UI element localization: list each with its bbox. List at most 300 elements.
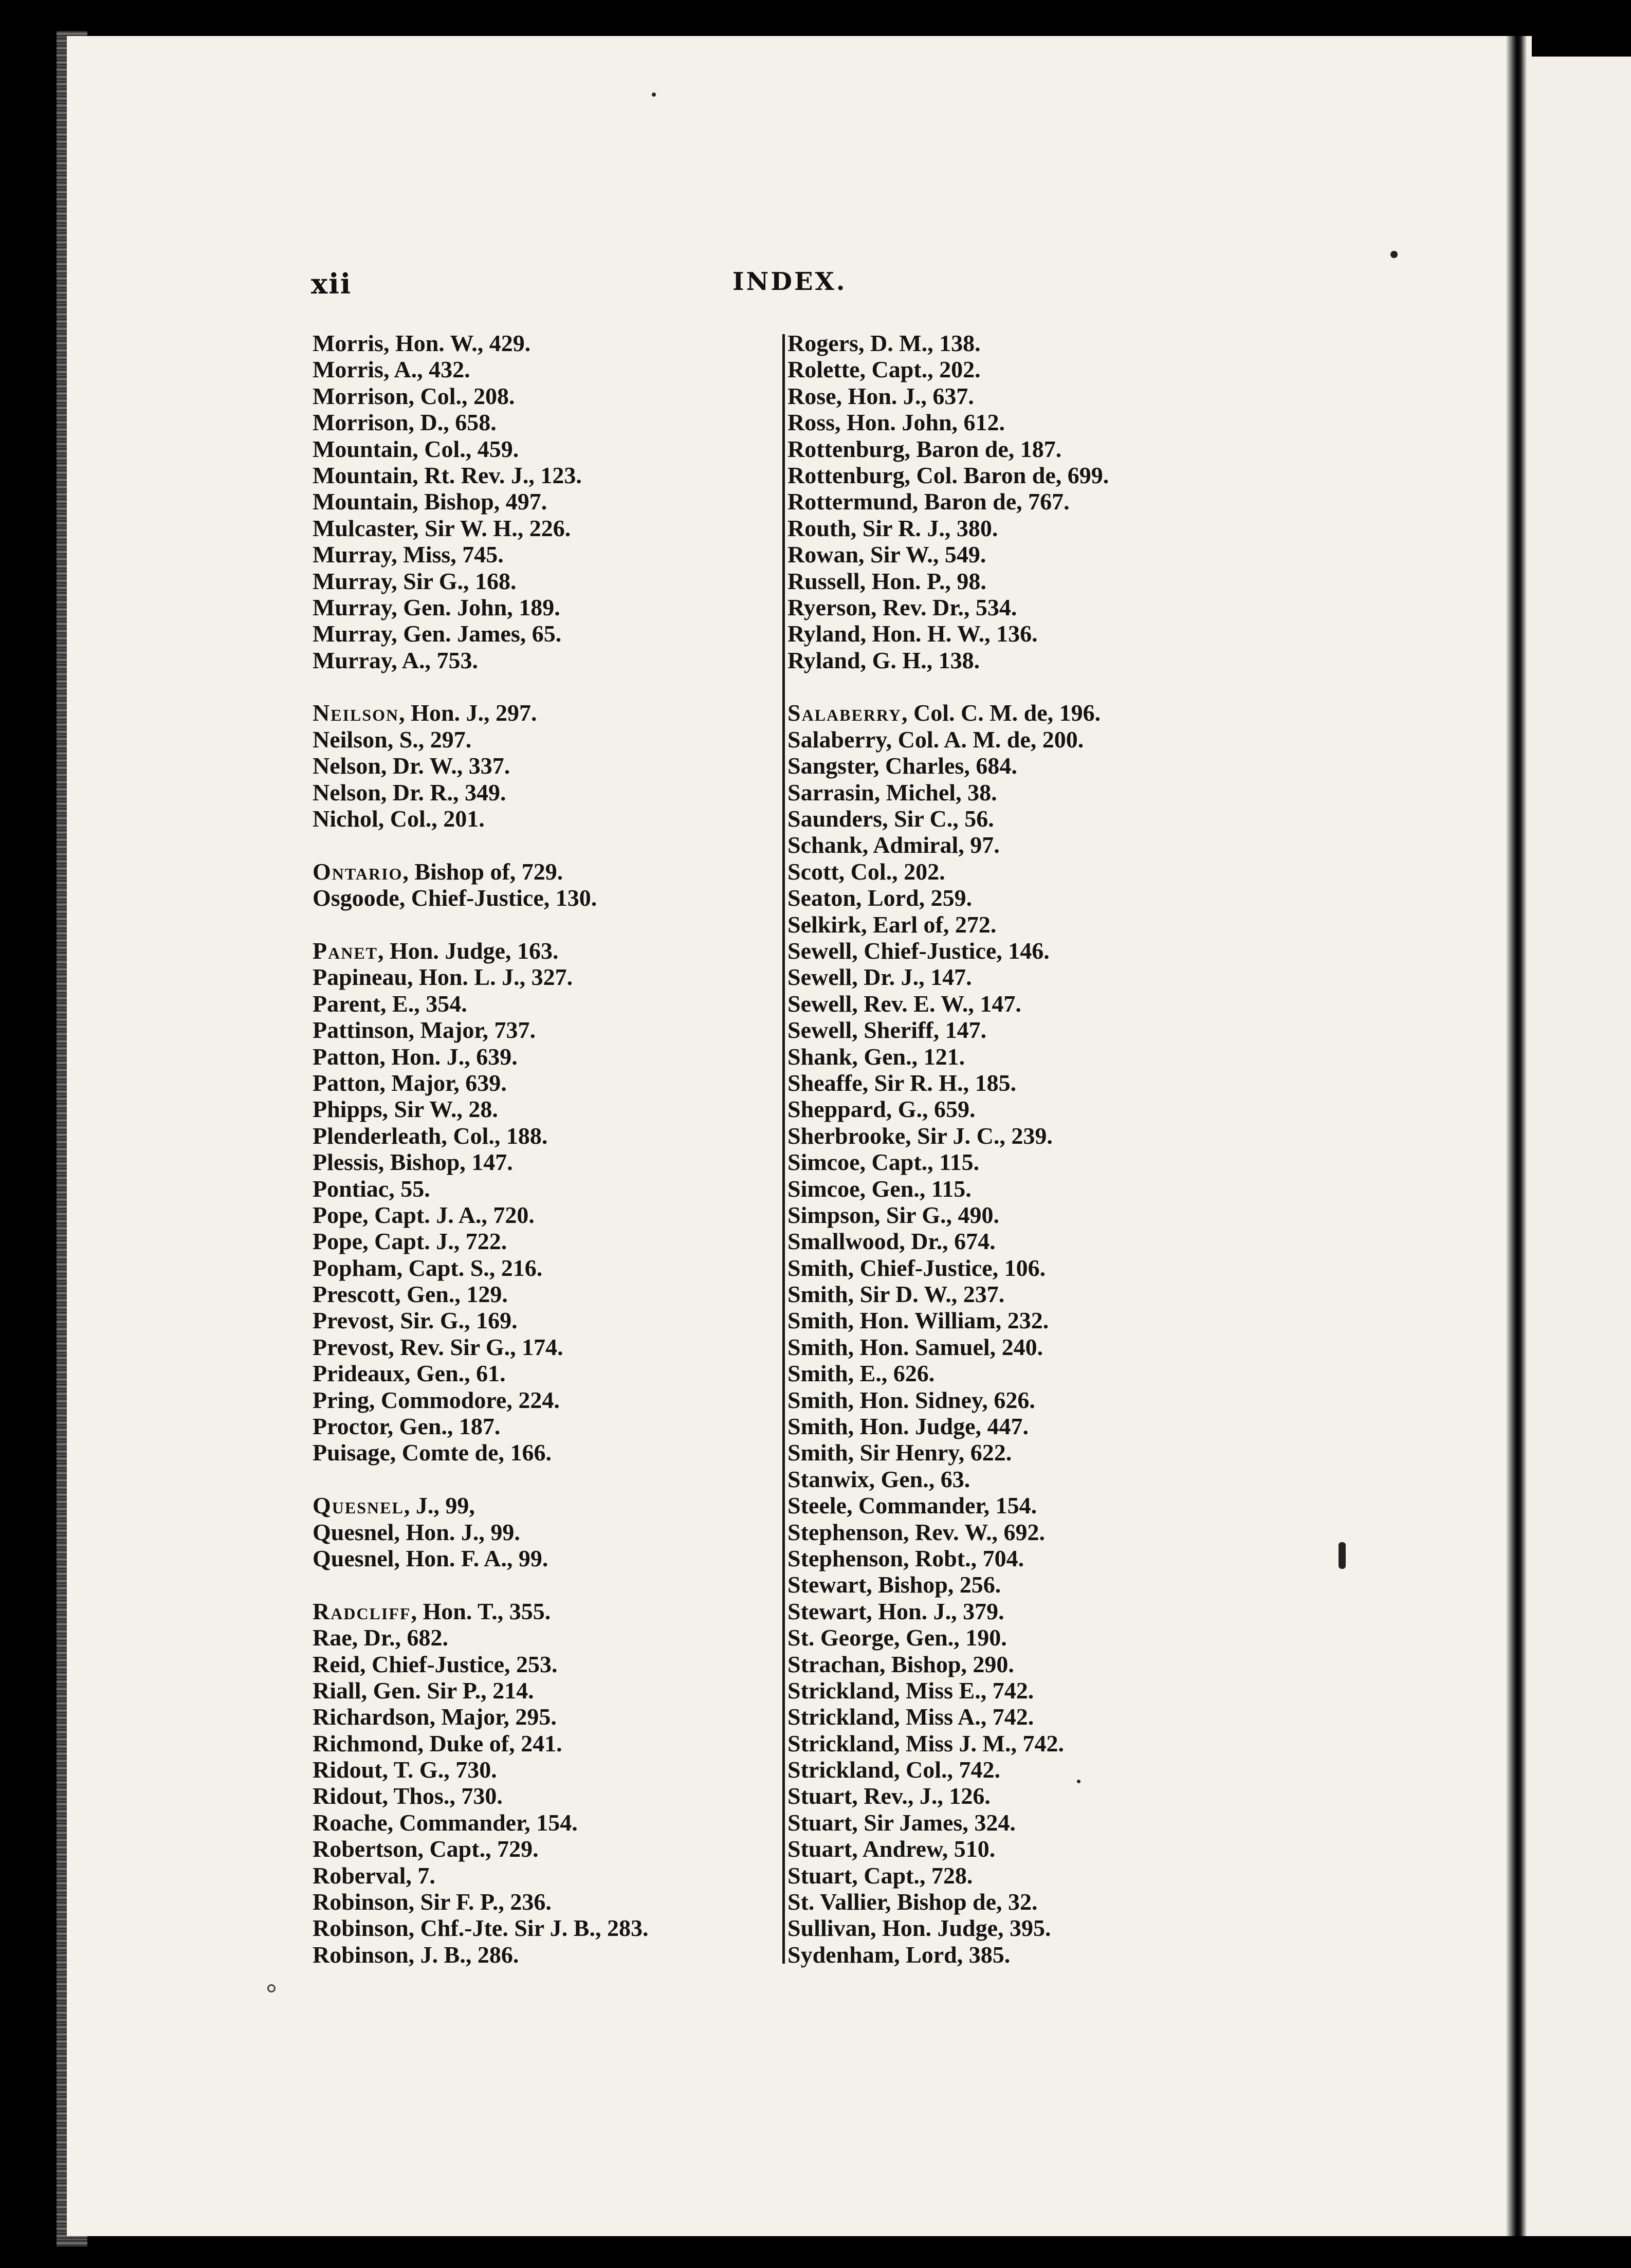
entry-details: , Duke of, 241. (417, 1730, 562, 1757)
index-entry (787, 1255, 1199, 1281)
entry-details: , Col., 202. (838, 858, 945, 885)
entry-details: , Col. C. M. de, 196. (902, 700, 1101, 726)
entry-surname: Smith (787, 1439, 848, 1466)
index-entry (787, 1149, 1199, 1175)
entry-surname: Rottermund (787, 488, 912, 515)
entry-surname: St. George (787, 1624, 894, 1651)
entry-surname: Smith (787, 1307, 848, 1334)
entry-details: , Col., 742. (894, 1757, 1001, 1783)
index-entry (313, 1915, 765, 1941)
entry-surname: Murray (313, 568, 392, 594)
entry-surname: Murray (313, 541, 392, 568)
index-entry (313, 1519, 765, 1545)
index-entry (787, 1228, 1199, 1254)
entry-details: , Major, 737. (408, 1017, 536, 1044)
index-entry (787, 515, 1199, 541)
entry-details: , Gen. James, 65. (391, 620, 562, 647)
entry-surname: Stuart (787, 1836, 852, 1862)
index-entry (787, 1413, 1199, 1439)
index-entry (787, 1492, 1199, 1519)
index-entry (313, 1836, 765, 1862)
index-entry (787, 1651, 1199, 1677)
entry-surname: Stewart (787, 1571, 867, 1598)
entry-details: , Major, 295. (429, 1704, 557, 1730)
entry-details: , Gen., 61. (404, 1360, 506, 1387)
entry-details: , Col. Baron de, 699. (904, 462, 1109, 488)
entry-details: , Hon. L. J., 327. (407, 964, 573, 991)
index-entry (313, 1202, 765, 1228)
index-entry (787, 991, 1199, 1017)
entry-surname: Prescott (313, 1281, 395, 1308)
index-entry (787, 1387, 1199, 1413)
entry-details: , T. G., 730. (382, 1757, 497, 1783)
entry-details: , Dr. W., 337. (380, 753, 510, 779)
entry-details: , Bishop, 256. (866, 1571, 1001, 1598)
entry-details: , 55. (389, 1175, 430, 1202)
entry-surname: Prideaux (313, 1360, 405, 1387)
entry-details: , Lord, 259. (855, 885, 973, 911)
index-entry (313, 1387, 765, 1413)
entry-surname: Patton (313, 1069, 380, 1096)
index-entry (787, 1070, 1199, 1096)
entry-details: , Dr., 682. (352, 1624, 449, 1651)
entry-surname: Selkirk (787, 911, 862, 938)
entry-surname: Murray (313, 620, 392, 647)
entry-details: , Bishop, 147. (378, 1149, 513, 1176)
entry-details: , Gen., 190. (893, 1624, 1007, 1651)
entry-surname: Morris (313, 356, 383, 383)
entry-surname: Popham (313, 1254, 397, 1281)
entry-surname: Ridout (313, 1783, 382, 1809)
entry-surname: Ryland (787, 620, 860, 647)
entry-surname: Mountain (313, 462, 413, 488)
entry-details: , Gen., 121. (852, 1043, 965, 1070)
entry-details: , Gen. Sir P., 214. (361, 1677, 534, 1704)
entry-surname: Rowan (787, 541, 859, 568)
index-entry (787, 436, 1199, 462)
entry-surname: Sullivan (787, 1915, 871, 1942)
index-entry (313, 1862, 765, 1889)
entry-surname: Rose (787, 382, 836, 409)
entry-details: , Dr. R., 349. (380, 779, 506, 806)
entry-details: , A., 432. (383, 356, 470, 383)
entry-details: , Chief-Justice, 130. (399, 885, 597, 911)
entry-surname: Reid (313, 1651, 360, 1677)
entry-details: , Capt., 728. (852, 1862, 973, 1889)
index-entry (313, 1123, 765, 1149)
entry-surname: Neilson (313, 700, 399, 726)
index-entry (787, 462, 1199, 488)
entry-details: , Hon. J., 379. (866, 1598, 1004, 1624)
scan-speck (652, 93, 656, 97)
entry-details: , Col., 201. (378, 806, 485, 832)
index-entry (313, 1070, 765, 1096)
entry-surname: Rae (313, 1624, 352, 1651)
index-entry (787, 1017, 1199, 1043)
index-entry (787, 1783, 1199, 1809)
index-entry (787, 938, 1199, 964)
entry-details: , Comte de, 166. (390, 1439, 552, 1466)
index-entry (313, 1677, 765, 1704)
entry-details: , Charles, 684. (873, 753, 1017, 779)
entry-surname: Stephenson (787, 1519, 903, 1545)
entry-surname: St. Vallier (787, 1889, 886, 1915)
entry-details: , J., 99, (404, 1492, 475, 1519)
column-divider (782, 334, 785, 1964)
index-entry (313, 1889, 765, 1915)
entry-surname: Prevost (313, 1333, 389, 1360)
entry-surname: Stuart (787, 1783, 852, 1809)
index-entry (787, 753, 1199, 779)
entry-details: , Col., 459. (412, 435, 519, 462)
entry-surname: Sewell (787, 1017, 852, 1044)
entry-surname: Morrison (313, 409, 409, 436)
index-entry (313, 1651, 765, 1677)
entry-surname: Shank (787, 1043, 852, 1070)
entry-surname: Sydenham (787, 1941, 894, 1968)
index-entry (313, 436, 765, 462)
index-entry (787, 858, 1199, 885)
entry-details: , Sir G., 490. (874, 1201, 999, 1228)
index-entry (787, 1519, 1199, 1545)
index-entry (787, 330, 1199, 356)
index-entry (313, 1757, 765, 1783)
index-entry (787, 383, 1199, 409)
entry-surname: Mulcaster (313, 515, 413, 541)
index-entry (787, 1123, 1199, 1149)
index-column-right (787, 330, 1199, 1968)
entry-details: , Sir W., 549. (858, 541, 986, 568)
entry-details: , Sheriff, 147. (852, 1017, 987, 1044)
entry-details: , Capt., 115. (859, 1149, 980, 1176)
index-entry (787, 911, 1199, 938)
entry-surname: Sewell (787, 964, 852, 991)
index-entry (313, 330, 765, 356)
index-entry (313, 1624, 765, 1651)
index-entry (787, 594, 1199, 620)
entry-surname: Smith (787, 1333, 848, 1360)
entry-details: , Bishop, 290. (879, 1651, 1014, 1677)
index-entry (787, 1730, 1199, 1757)
index-entry (787, 1096, 1199, 1122)
entry-details: , Capt. J., 722. (362, 1228, 507, 1255)
entry-surname: Stuart (787, 1809, 852, 1836)
entry-details: , Rev. E. W., 147. (852, 990, 1021, 1017)
entry-surname: Mountain (313, 435, 413, 462)
entry-surname: Rogers (787, 330, 858, 356)
entry-details: , D. M., 138. (858, 330, 981, 356)
index-entry (313, 1017, 765, 1043)
index-entry (787, 647, 1199, 673)
entry-details: , Chief-Justice, 146. (852, 937, 1050, 964)
entry-surname: Strickland (787, 1677, 894, 1704)
entry-surname: Stanwix (787, 1466, 869, 1492)
entry-surname: Nichol (313, 806, 378, 832)
entry-details: , Commander, 154. (387, 1809, 578, 1836)
entry-surname: Plessis (313, 1149, 378, 1176)
entry-surname: Nelson (313, 779, 381, 806)
entry-surname: Ontario (313, 858, 403, 885)
entry-surname: Robinson (313, 1889, 409, 1915)
entry-details: , Sir G., 168. (391, 568, 517, 594)
entry-surname: Panet (313, 937, 378, 964)
entry-details: , Gen., 63. (869, 1466, 970, 1492)
index-entry (787, 1334, 1199, 1360)
entry-details: , Gen., 129. (395, 1281, 508, 1308)
index-entry (787, 779, 1199, 806)
entry-details: , Sir F. P., 236. (408, 1889, 552, 1915)
entry-surname: Stuart (787, 1862, 852, 1889)
entry-surname: Strickland (787, 1704, 894, 1730)
index-entry (313, 726, 765, 753)
index-entry (313, 700, 765, 726)
index-entry (313, 1809, 765, 1836)
entry-details: , Hon. J., 637. (836, 382, 974, 409)
entry-surname: Sheaffe (787, 1069, 863, 1096)
entry-surname: Simcoe (787, 1175, 860, 1202)
index-entry (787, 568, 1199, 594)
index-entry (787, 1915, 1199, 1941)
index-entry (787, 1942, 1199, 1968)
index-entry (787, 1836, 1199, 1862)
entry-details: , Commodore, 224. (369, 1386, 560, 1413)
index-entry (313, 1598, 765, 1624)
entry-details: , Hon. Judge, 163. (378, 937, 559, 964)
entry-details: , Hon. T., 355. (411, 1598, 551, 1624)
index-entry (313, 1281, 765, 1307)
entry-details: , Hon. William, 232. (848, 1307, 1049, 1334)
entry-surname: Osgoode (313, 885, 399, 911)
index-entry (313, 1783, 765, 1809)
entry-details: , Hon. F. A., 99. (394, 1545, 548, 1571)
entry-details: , Capt. S., 216. (396, 1254, 543, 1281)
entry-details: , Sir W., 28. (382, 1096, 498, 1123)
index-entry (787, 1044, 1199, 1070)
entry-details: , Dr., 674. (899, 1228, 996, 1255)
index-entry (313, 964, 765, 990)
index-entry (787, 726, 1199, 753)
entry-surname: Neilson (313, 726, 388, 753)
entry-details: , D., 658. (408, 409, 497, 436)
entry-details: , Hon. J., 99. (394, 1519, 520, 1545)
index-entry (787, 1439, 1199, 1466)
entry-surname: Smith (787, 1386, 848, 1413)
entry-details: , Rev. Dr., 534. (870, 594, 1017, 620)
index-entry (787, 1704, 1199, 1730)
index-entry (787, 620, 1199, 647)
entry-details: , G., 659. (886, 1096, 976, 1123)
entry-details: , Commander, 154. (846, 1492, 1037, 1519)
entry-surname: Smallwood (787, 1228, 900, 1255)
entry-surname: Pring (313, 1386, 369, 1413)
entry-surname: Radcliff (313, 1598, 411, 1624)
entry-surname: Routh (787, 515, 851, 541)
scan-speck (1339, 1542, 1346, 1569)
entry-surname: Ryland (787, 647, 860, 673)
entry-surname: Russell (787, 568, 860, 594)
index-entry (313, 1307, 765, 1333)
entry-surname: Puisage (313, 1439, 390, 1466)
index-entry (313, 885, 765, 911)
entry-surname: Smith (787, 1413, 848, 1440)
entry-details: , Rev. W., 692. (903, 1519, 1046, 1545)
entry-surname: Robinson (313, 1941, 409, 1968)
entry-details: , Sir J. C., 239. (905, 1122, 1053, 1149)
entry-surname: Sangster (787, 753, 873, 779)
index-entry (313, 1704, 765, 1730)
entry-details: , Chief-Justice, 253. (360, 1651, 558, 1677)
entry-surname: Strickland (787, 1730, 894, 1757)
book-gutter (1506, 36, 1527, 2236)
entry-surname: Richardson (313, 1704, 430, 1730)
entry-details: , Hon. H. W., 136. (860, 620, 1038, 647)
index-entry (787, 1862, 1199, 1889)
entry-details: , Miss A., 742. (894, 1704, 1034, 1730)
entry-details: , Hon. Samuel, 240. (848, 1333, 1043, 1360)
index-entry (313, 409, 765, 435)
entry-surname: Stewart (787, 1598, 867, 1624)
entry-details: , Capt. J. A., 720. (362, 1201, 535, 1228)
entry-details: , Gen. John, 189. (391, 594, 560, 620)
entry-surname: Proctor (313, 1413, 388, 1440)
entry-surname: Pontiac (313, 1175, 389, 1202)
index-entry (313, 1730, 765, 1757)
index-entry (787, 1307, 1199, 1333)
entry-details: , Hon. Judge, 395. (870, 1915, 1051, 1942)
index-entry (787, 700, 1199, 726)
entry-surname: Sarrasin (787, 779, 874, 806)
entry-gap (313, 1571, 765, 1598)
entry-details: , Rev., J., 126. (852, 1783, 991, 1809)
entry-details: , Earl of, 272. (861, 911, 997, 938)
entry-details: , Sir James, 324. (852, 1809, 1016, 1836)
entry-surname: Ridout (313, 1757, 382, 1783)
entry-gap (787, 673, 1199, 700)
index-entry (313, 568, 765, 594)
entry-details: , Miss E., 742. (894, 1677, 1034, 1704)
scan-speck (1077, 1780, 1080, 1783)
entry-details: , Rev. Sir G., 174. (388, 1333, 563, 1360)
entry-surname: Phipps (313, 1096, 382, 1123)
entry-surname: Rolette (787, 356, 860, 383)
index-entry (313, 938, 765, 964)
entry-surname: Rottenburg (787, 435, 905, 462)
entry-surname: Sheppard (787, 1096, 886, 1123)
entry-details: , Major, 639. (379, 1069, 507, 1096)
entry-details: , Admiral, 97. (862, 832, 1000, 858)
index-entry (787, 1545, 1199, 1571)
entry-details: , S., 297. (387, 726, 472, 753)
index-entry (787, 409, 1199, 435)
index-entry (313, 1439, 765, 1466)
index-entry (313, 1413, 765, 1439)
index-entry (313, 1942, 765, 1968)
index-entry (787, 1202, 1199, 1228)
entry-surname: Roache (313, 1809, 388, 1836)
entry-details: , Baron de, 187. (904, 435, 1062, 462)
entry-details: , Miss, 745. (391, 541, 504, 568)
index-column-left (313, 330, 765, 1968)
entry-details: , Sir C., 56. (882, 806, 994, 832)
index-entry (313, 488, 765, 515)
entry-surname: Robertson (313, 1836, 418, 1862)
entry-surname: Strickland (787, 1757, 894, 1783)
index-entry (787, 885, 1199, 911)
index-entry (313, 541, 765, 568)
entry-details: , Col., 188. (441, 1122, 548, 1149)
index-entry (313, 462, 765, 488)
entry-surname: Prevost (313, 1307, 389, 1334)
index-entry (313, 1228, 765, 1254)
index-entry (313, 1176, 765, 1202)
entry-details: , Sir R. J., 380. (850, 515, 998, 541)
index-entry (787, 806, 1199, 832)
entry-details: , Michel, 38. (874, 779, 997, 806)
entry-surname: Riall (313, 1677, 361, 1704)
entry-surname: Schank (787, 832, 863, 858)
entry-details: , Robt., 704. (903, 1545, 1024, 1571)
entry-surname: Ross (787, 409, 835, 436)
entry-surname: Sewell (787, 937, 852, 964)
entry-details: , E., 626. (848, 1360, 935, 1387)
index-entry (313, 1492, 765, 1519)
entry-surname: Quesnel (313, 1545, 394, 1571)
index-entry (313, 753, 765, 779)
index-entry (313, 1334, 765, 1360)
entry-details: , Gen., 115. (859, 1175, 972, 1202)
entry-surname: Rottenburg (787, 462, 905, 488)
entry-details: , Capt., 202. (859, 356, 981, 383)
entry-surname: Quesnel (313, 1492, 404, 1519)
entry-details: , Sir W. H., 226. (413, 515, 571, 541)
index-entry (787, 1809, 1199, 1836)
entry-details: , Baron de, 767. (912, 488, 1070, 515)
entry-details: , E., 354. (380, 990, 467, 1017)
entry-details: , Gen., 187. (387, 1413, 501, 1440)
entry-surname: Parent (313, 990, 381, 1017)
entry-surname: Smith (787, 1254, 848, 1281)
entry-surname: Morris (313, 330, 383, 356)
entry-surname: Pope (313, 1228, 363, 1255)
entry-surname: Smith (787, 1360, 848, 1387)
entry-details: , 7. (406, 1862, 435, 1889)
entry-surname: Plenderleath (313, 1122, 442, 1149)
scan-speck (267, 1984, 276, 1992)
index-entry (787, 1889, 1199, 1915)
page-title: INDEX. (732, 267, 847, 296)
entry-surname: Steele (787, 1492, 847, 1519)
entry-surname: Roberval (313, 1862, 406, 1889)
entry-details: , Sir Henry, 622. (848, 1439, 1012, 1466)
entry-surname: Smith (787, 1281, 848, 1308)
entry-details: , Col., 208. (408, 382, 515, 409)
page-number: xii (311, 267, 352, 300)
entry-details: , Rt. Rev. J., 123. (412, 462, 582, 488)
index-entry (313, 515, 765, 541)
index-entry (313, 1096, 765, 1122)
entry-details: , Sir. G., 169. (388, 1307, 518, 1334)
entry-surname: Papineau (313, 964, 408, 991)
index-entry (313, 991, 765, 1017)
entry-surname: Salaberry (787, 726, 886, 753)
index-entry (313, 1149, 765, 1175)
index-entry (313, 356, 765, 382)
entry-surname: Simpson (787, 1201, 874, 1228)
index-entry (313, 620, 765, 647)
scan-speck (1390, 251, 1398, 258)
entry-surname: Morrison (313, 382, 409, 409)
index-entry (313, 858, 765, 885)
